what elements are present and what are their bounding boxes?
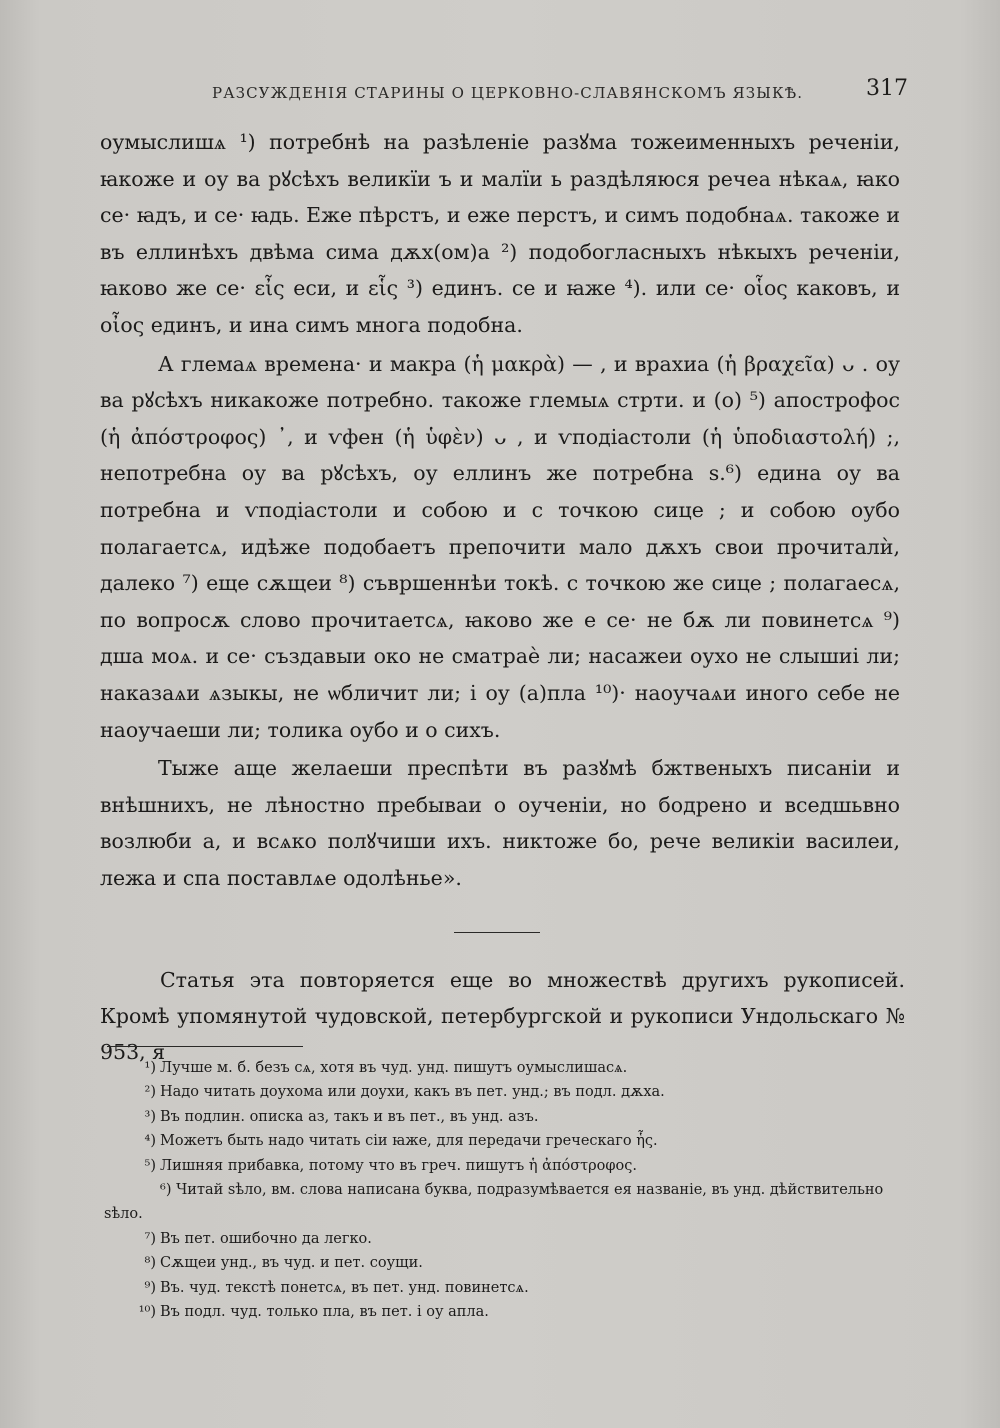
paragraph-2: А глемаѧ времена· и макра (ἡ μακρὰ) — , и врахиа (ἡ βραχεῖα) ᴗ . оу ва рꙋсѣхъ никакоже потребно. такоже глемыѧ стрти. и (о) ⁵) апострофос (ἡ ἀπόστροφος) ᾿, и ѵфен (ἡ ὑφὲν) ᴗ , и ѵподіастоли (ἡ ὑποδιαστολή) ;, непотребна оу ва рꙋсѣхъ, оу еллинъ же потребна ѕ.⁶) едина оу ва потребна и ѵподіастоли и собою и с точкою сице ; и собою оубо полагаетсѧ, идѣже подобаетъ препочити мало дѫхъ свои прочиталѝ, далеко ⁷) еще сѫщеи ⁸) съвршеннѣи токѣ. с точкою же сице ; полагаесѧ, по вопросѫ слово прочитаетсѧ, ꙗково же е се· не бѫ ли повинетсѧ ⁹) дша моѧ. и се· създавыи око не сматраѐ ли; насажеи оухо не слышиі ли; наказаѧи ѧзыкы, не ѡбличит ли; і оу (а)пла ¹⁰)· наоучаѧи иного себе не наоучаеши ли; толика оубо и о сихъ. [100,351,900,742]
footnote-6 [104,1178,900,1227]
footnote-text: Въ. чуд. текстѣ понетсѧ, въ пет. унд. повинетсѧ. [160,1279,529,1296]
closing-paragraph: Статья эта повторяется еще во множествѣ другихъ рукописей. Кромѣ упомянутой чудовской, петербургской и рукописи Ундольскаго № 953, я [100,968,905,1064]
footnote-7 [104,1227,900,1251]
paragraph-3: Тыже аще желаеши преспѣти въ разꙋмѣ бжтвеныхъ писаніи и внѣшнихъ, не лѣностно пребываи о оученіи, но бодрено и вседшьвно возлюби а, и всѧко полꙋчиши ихъ. никтоже бо, рече великіи василеи, лежа и спа поставлѧе одолѣнье». [100,756,900,890]
footnote-text: Въ пет. ошибочно да легко. [160,1230,372,1247]
footnote-2 [104,1080,900,1104]
footnote-text: Лишняя прибавка, потому что въ греч. пишутъ ἡ ἀπόστροφος. [160,1157,637,1174]
footnote-text: Лучше м. б. безъ сѧ, хотя въ чуд. унд. пишутъ оумыслишасѧ. [160,1060,628,1076]
footnote-5 [104,1154,900,1178]
footnote-number: ¹⁰) [138,1304,156,1321]
footnote-1 [104,1056,900,1080]
footnote-number: ³) [144,1108,156,1125]
footnote-number: ²) [144,1084,156,1101]
main-text [100,124,900,896]
footnote-4 [104,1129,900,1153]
footnote-text: Можетъ быть надо читать сіи ꙗже, для передачи греческаго ἧς. [160,1133,658,1150]
footnote-number: ⁹) [144,1279,156,1296]
footnote-number: ⁸) [144,1255,156,1272]
footnote-number: ⁴) [144,1133,156,1150]
footnote-8 [104,1251,900,1275]
running-title: РАЗСУЖДЕНІЯ СТАРИНЫ О ЦЕРКОВНО-СЛАВЯНСКОМЪ ЯЗЫКѢ. [212,84,804,102]
footnote-9 [104,1276,900,1300]
footnote-number: ¹) [144,1060,156,1076]
footnote-number: ⁵) [144,1157,156,1174]
running-head [100,76,908,110]
footnote-number: ⁶) [160,1182,172,1199]
footnote-text: Надо читать доухома или доухи, какъ въ пет. унд.; въ подл. дѫха. [160,1084,665,1101]
page-number: 317 [866,76,908,101]
footnote-text: Сѫщеи унд., въ чуд. и пет. соущи. [160,1255,423,1272]
section-separator [454,932,540,933]
footnote-text: Въ подл. чуд. только пла, въ пет. і оу апла. [160,1304,489,1321]
footnote-number: ⁷) [144,1230,156,1247]
footnote-text: Въ подлин. описка аз, такъ и въ пет., въ унд. азъ. [160,1108,539,1125]
paragraph-1: оумыслишѧ ¹) потребнѣ на разѣленіе разꙋма тожеименныхъ реченіи, ꙗкоже и оу ва рꙋсѣхъ великїи ъ и малїи ь раздѣляюся речеа нѣкаѧ, ꙗко се· ꙗдъ, и се· ꙗдь. Еже пѣрстъ, и еже перстъ, и симъ подобнаѧ. такоже и въ еллинѣхъ двѣма сима дѫх(ом)а ²) подобогласныхъ нѣкыхъ реченіи, ꙗково же се· εἶς еси, и εἷς ³) единъ. се и ꙗже ⁴). или се· οἷος каковъ, и οἶος единъ, и ина симъ многа подобна. [100,130,900,337]
footnote-10 [104,1300,900,1324]
footnote-text: Читай ѕѣло, вм. слова написана буква, подразумѣвается ея названіе, въ унд. дѣйствительно ѕѣло. [104,1182,884,1223]
footnotes [104,1056,900,1324]
footnote-3 [104,1105,900,1129]
footnote-rule [107,1046,303,1047]
